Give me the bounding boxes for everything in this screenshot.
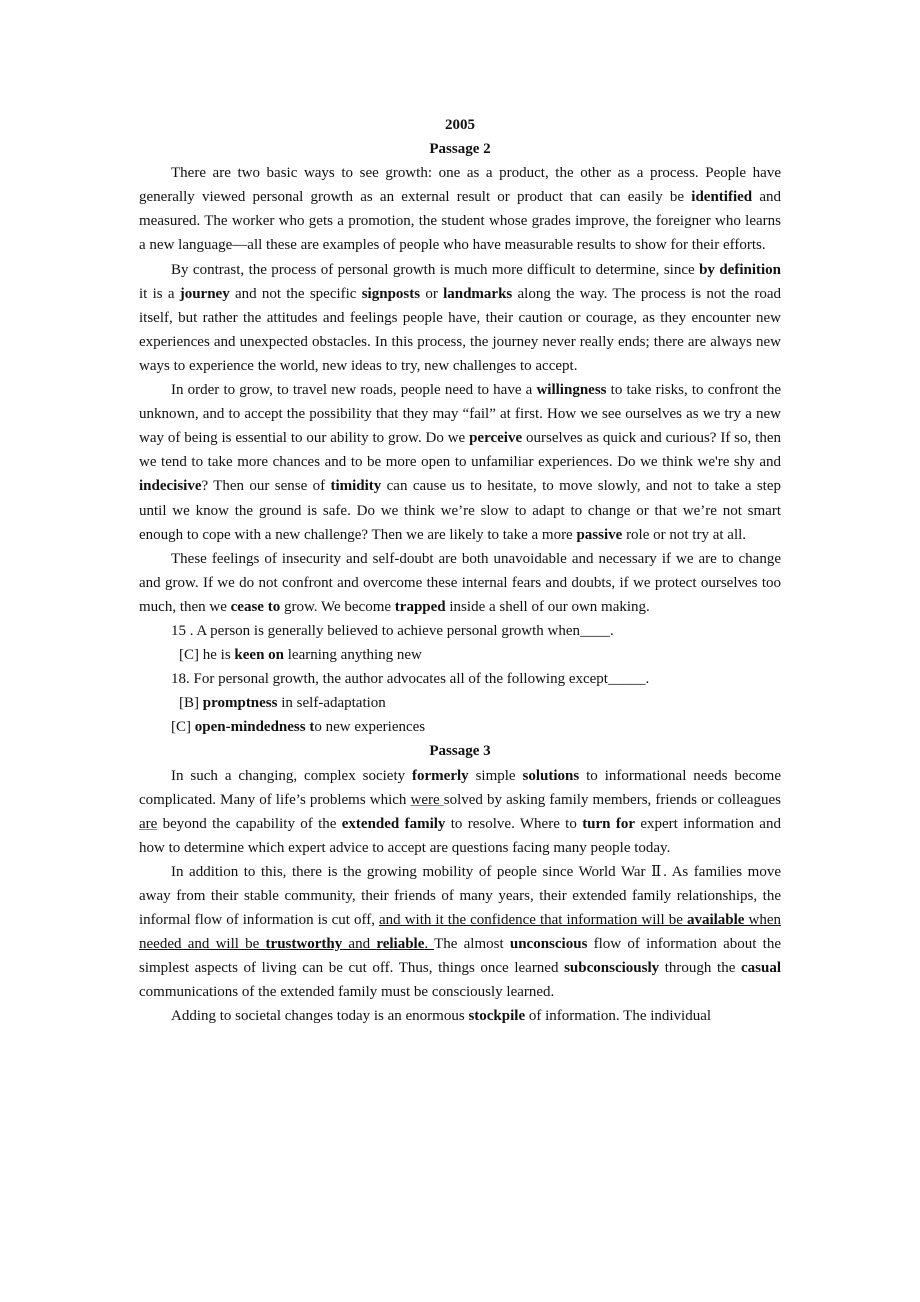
option-label: [C] [171, 719, 195, 736]
bold-term: stockpile [468, 1008, 526, 1025]
bold-term: turn for [582, 815, 636, 832]
option-label: [C] he is [179, 647, 235, 664]
underlined-word: are [139, 815, 158, 832]
question-18-option-c [139, 715, 781, 739]
question-18-option-b [139, 691, 781, 715]
bold-term: landmarks [443, 285, 513, 302]
passage-3-paragraph-3 [139, 1004, 781, 1028]
text: inside a shell of our own making. [445, 598, 650, 615]
text: ourselves as quick and curious? If so, then we tend to take more chances and to be more open to unfamiliar experiences. Do we think we're shy and [139, 430, 781, 471]
text: These feelings of insecurity and self-doubt are both unavoidable and necessary if we are to change and grow. If we do not confront and overcome these internal fears and doubts, if we protect ourselves too much, then we [139, 550, 781, 615]
text: expert information and how to determine which expert advice to accept are questions facing many people today. [139, 815, 781, 856]
text: In addition to this, there is the growing mobility of people since World War Ⅱ. As families move away from their stable community, their friends of many years, their extended family relationships, the informal flow of information is cut off, [139, 863, 781, 929]
text: and measured. The worker who gets a promotion, the student whose grades improve, the foreigner who learns a new language—all these are examples of people who have measurable results to show for their efforts. [139, 189, 781, 254]
question-15: 15 . A person is generally believed to achieve personal growth when____. [171, 622, 614, 639]
text: through the [659, 960, 741, 977]
bold-term: open-mindedness t [194, 719, 315, 736]
text: to resolve. Where to [445, 815, 583, 832]
passage-2-paragraph-2 [139, 258, 781, 378]
text: and not the specific [229, 285, 362, 302]
text: can cause us to hesitate, to move slowly, and not to take a step until we know the ground is safe. Do we think we’re slow to adapt to change or that we’re not smart enough to cope with a new challenge? Then we are likely to take a more [139, 478, 781, 543]
text: ? Then our sense of [201, 478, 331, 495]
text: o new experiences [314, 719, 426, 736]
text: when needed and will be [139, 912, 781, 953]
text: solved by asking family members, friends or colleagues [443, 791, 781, 808]
text: By contrast, the process of personal growth is much more difficult to determine, since [171, 261, 700, 278]
bold-term: subconsciously [564, 960, 660, 977]
bold-term: formerly [412, 767, 469, 784]
bold-term: indecisive [139, 478, 202, 495]
text: to take risks, to confront the unknown, and to accept the possibility that they may “fail” at first. How we see ourselves as we try a new way of being is essential to our ability to grow. Do we [139, 382, 781, 447]
text: role or not try at all. [622, 526, 747, 543]
bold-term: extended family [341, 815, 446, 832]
bold-term: timidity [330, 478, 382, 495]
bold-term: cease to [230, 598, 281, 615]
text: to informational needs become complicated. Many of life’s problems which [139, 767, 781, 808]
year-heading: 2005 [445, 117, 475, 133]
text: flow of information about the simplest aspects of living can be cut off. Thus, things once learned [139, 936, 782, 977]
passage-3-paragraph-1 [139, 764, 781, 860]
bold-term: willingness [536, 382, 607, 399]
passage-2-paragraph-4 [139, 547, 781, 619]
passage-2-title: Passage 2 [429, 141, 491, 158]
bold-term: keen on [234, 647, 285, 664]
text: beyond the capability of the [157, 815, 342, 832]
question-18: 18. For personal growth, the author advocates all of the following except_____. [171, 671, 650, 688]
bold-term: trustworthy [265, 936, 343, 953]
text: . [424, 936, 435, 953]
text: There are two basic ways to see growth: one as a product, the other as a process. People have generally viewed personal growth as an external result or product that can easily be [139, 165, 781, 206]
bold-term: signposts [361, 285, 421, 302]
passage-3-paragraph-2 [139, 860, 781, 1005]
bold-term: casual [740, 960, 781, 977]
bold-term: journey [179, 285, 230, 302]
bold-term: unconscious [509, 936, 588, 953]
text: and [342, 936, 377, 953]
text: grow. We become [280, 598, 395, 615]
underlined-word: were [410, 791, 444, 808]
text: along the way. The process is not the road itself, but rather the attitudes and feelings people have, their caution or courage, as they encounter new experiences and unexpected obstacles. In this process, the journey never really ends; there are always new ways to experience the world, new ideas to try, new challenges to accept. [139, 285, 782, 374]
text: of information. The individual [525, 1008, 712, 1025]
bold-term: identified [691, 189, 753, 206]
text: In order to grow, to travel new roads, people need to have a [171, 382, 537, 399]
text: and with it the confidence that information will be [379, 912, 687, 929]
text: simple [468, 767, 523, 784]
text: it is a [139, 285, 180, 302]
question-15-option-c [139, 643, 781, 667]
option-label: [B] [179, 695, 203, 712]
text: The almost [434, 936, 510, 953]
bold-term: trapped [394, 598, 446, 615]
text: In such a changing, complex society [171, 767, 413, 784]
text: Adding to societal changes today is an enormous [171, 1008, 469, 1025]
bold-term: promptness [202, 695, 278, 712]
text: or [420, 285, 444, 302]
passage-3-title: Passage 3 [429, 743, 491, 760]
bold-term: passive [576, 526, 623, 543]
document-page [139, 113, 781, 1029]
text: communications of the extended family must be consciously learned. [139, 984, 555, 1001]
passage-2-paragraph-1 [139, 161, 781, 257]
passage-2-paragraph-3 [139, 378, 781, 547]
bold-term: available [686, 912, 745, 929]
text: learning anything new [284, 647, 422, 664]
text: in self-adaptation [277, 695, 386, 712]
bold-term: by definition [699, 261, 781, 278]
bold-term: perceive [469, 430, 523, 447]
bold-term: reliable [376, 936, 425, 953]
bold-term: solutions [522, 767, 580, 784]
